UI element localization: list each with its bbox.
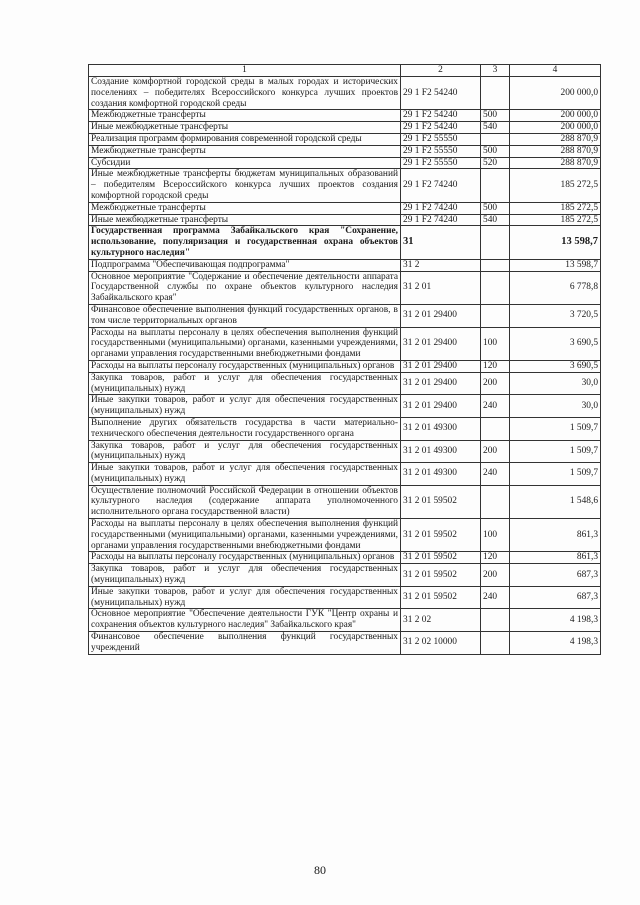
row-expense-type-cell (481, 169, 510, 202)
budget-table (88, 64, 601, 655)
row-name-cell: Основное мероприятие "Обеспечение деятельности ГУК "Центр охраны и сохранения объектов культурного наследия" Забайкальского края" (89, 609, 401, 632)
table-row (89, 110, 601, 122)
table-row (89, 564, 601, 587)
row-code-cell: 31 2 02 10000 (401, 632, 481, 655)
row-code-cell: 31 2 01 49300 (401, 440, 481, 463)
row-amount-cell: 288 870,9 (510, 157, 601, 169)
table-header-row (89, 65, 601, 77)
row-amount-cell: 1 509,7 (510, 440, 601, 463)
row-code-cell: 31 2 01 59502 (401, 564, 481, 587)
row-amount-cell: 687,3 (510, 586, 601, 609)
row-expense-type-cell: 100 (481, 327, 510, 360)
row-expense-type-cell (481, 417, 510, 440)
row-amount-cell: 30,0 (510, 372, 601, 395)
row-name-cell: Иные закупки товаров, работ и услуг для обеспечения государственных (муниципальных) нужд (89, 463, 401, 486)
row-name-cell: Государственная программа Забайкальского края "Сохранение, использование, популяризация и государственная охрана объектов культурного наследия" (89, 226, 401, 259)
row-name-cell: Иные закупки товаров, работ и услуг для обеспечения государственных (муниципальных) нужд (89, 586, 401, 609)
row-amount-cell: 185 272,5 (510, 214, 601, 226)
row-code-cell: 31 2 (401, 259, 481, 271)
row-amount-cell: 4 198,3 (510, 609, 601, 632)
row-code-cell: 31 2 01 29400 (401, 395, 481, 418)
table-row (89, 169, 601, 202)
row-amount-cell: 13 598,7 (510, 226, 601, 259)
row-amount-cell: 30,0 (510, 395, 601, 418)
row-expense-type-cell: 200 (481, 372, 510, 395)
row-code-cell: 31 2 01 59502 (401, 485, 481, 518)
table-row (89, 586, 601, 609)
table-row (89, 632, 601, 655)
row-name-cell: Иные межбюджетные трансферты бюджетам муниципальных образований – победителям Всероссийского конкурса лучших проектов создания комфортной городской среды (89, 169, 401, 202)
row-code-cell: 29 1 F2 54240 (401, 77, 481, 110)
row-name-cell: Закупка товаров, работ и услуг для обеспечения государственных (муниципальных) нужд (89, 564, 401, 587)
row-code-cell: 29 1 F2 74240 (401, 202, 481, 214)
row-name-cell: Межбюджетные трансферты (89, 110, 401, 122)
row-expense-type-cell: 240 (481, 586, 510, 609)
row-expense-type-cell: 240 (481, 395, 510, 418)
row-code-cell: 29 1 F2 55550 (401, 133, 481, 145)
table-row (89, 519, 601, 552)
row-code-cell: 31 2 01 49300 (401, 417, 481, 440)
row-code-cell: 31 2 01 (401, 271, 481, 304)
row-name-cell: Расходы на выплаты персоналу государственных (муниципальных) органов (89, 360, 401, 372)
table-row (89, 226, 601, 259)
table-row (89, 360, 601, 372)
row-expense-type-cell: 540 (481, 214, 510, 226)
row-name-cell: Расходы на выплаты персоналу государственных (муниципальных) органов (89, 552, 401, 564)
row-name-cell: Иные межбюджетные трансферты (89, 122, 401, 134)
table-row (89, 485, 601, 518)
table-row (89, 372, 601, 395)
row-code-cell: 31 2 01 29400 (401, 304, 481, 327)
row-code-cell: 29 1 F2 55550 (401, 145, 481, 157)
row-expense-type-cell (481, 632, 510, 655)
table-row (89, 552, 601, 564)
page-number: 80 (314, 863, 326, 877)
table-row (89, 417, 601, 440)
table-row (89, 395, 601, 418)
row-code-cell: 31 2 01 59502 (401, 586, 481, 609)
table-row (89, 304, 601, 327)
row-code-cell: 31 2 02 (401, 609, 481, 632)
header-col-4: 4 (510, 65, 601, 77)
row-code-cell: 29 1 F2 74240 (401, 214, 481, 226)
row-name-cell: Подпрограмма "Обеспечивающая подпрограмма" (89, 259, 401, 271)
row-expense-type-cell (481, 304, 510, 327)
table-row (89, 463, 601, 486)
row-expense-type-cell: 120 (481, 552, 510, 564)
table-row (89, 271, 601, 304)
row-code-cell: 29 1 F2 74240 (401, 169, 481, 202)
row-name-cell: Иные межбюджетные трансферты (89, 214, 401, 226)
row-name-cell: Закупка товаров, работ и услуг для обеспечения государственных (муниципальных) нужд (89, 440, 401, 463)
row-name-cell: Расходы на выплаты персоналу в целях обеспечения выполнения функций государственными (муниципальными) органами, казенными учреждениями, органами управления государственными внебюджетными фондами (89, 519, 401, 552)
row-name-cell: Расходы на выплаты персоналу в целях обеспечения выполнения функций государственными (муниципальными) органами, казенными учреждениями, органами управления государственными внебюджетными фондами (89, 327, 401, 360)
table-row (89, 77, 601, 110)
row-code-cell: 31 2 01 29400 (401, 360, 481, 372)
row-expense-type-cell: 200 (481, 564, 510, 587)
row-code-cell: 29 1 F2 55550 (401, 157, 481, 169)
table-row (89, 133, 601, 145)
row-amount-cell: 1 509,7 (510, 417, 601, 440)
row-expense-type-cell (481, 271, 510, 304)
row-name-cell: Субсидии (89, 157, 401, 169)
table-row (89, 440, 601, 463)
row-code-cell: 29 1 F2 54240 (401, 122, 481, 134)
row-expense-type-cell: 500 (481, 110, 510, 122)
row-expense-type-cell: 240 (481, 463, 510, 486)
row-name-cell: Осуществление полномочий Российской Федерации в отношении объектов культурного наследия (содержание аппарата уполномоченного исполнительного органа государственной власти) (89, 485, 401, 518)
row-expense-type-cell (481, 77, 510, 110)
table-row (89, 202, 601, 214)
row-amount-cell: 687,3 (510, 564, 601, 587)
row-name-cell: Межбюджетные трансферты (89, 145, 401, 157)
row-name-cell: Финансовое обеспечение выполнения функций государственных органов, в том числе территориальных органов (89, 304, 401, 327)
row-expense-type-cell (481, 485, 510, 518)
row-expense-type-cell: 500 (481, 202, 510, 214)
row-code-cell: 31 2 01 49300 (401, 463, 481, 486)
row-name-cell: Иные закупки товаров, работ и услуг для обеспечения государственных (муниципальных) нужд (89, 395, 401, 418)
row-amount-cell: 185 272,5 (510, 202, 601, 214)
row-expense-type-cell: 120 (481, 360, 510, 372)
row-code-cell: 29 1 F2 54240 (401, 110, 481, 122)
table-row (89, 259, 601, 271)
row-expense-type-cell (481, 226, 510, 259)
row-code-cell: 31 2 01 29400 (401, 372, 481, 395)
row-amount-cell: 6 778,8 (510, 271, 601, 304)
table-row (89, 327, 601, 360)
row-amount-cell: 200 000,0 (510, 110, 601, 122)
row-code-cell: 31 2 01 59502 (401, 552, 481, 564)
header-col-2: 2 (401, 65, 481, 77)
table-row (89, 145, 601, 157)
header-col-3: 3 (481, 65, 510, 77)
row-name-cell: Реализация программ формирования современной городской среды (89, 133, 401, 145)
header-col-1: 1 (89, 65, 401, 77)
row-amount-cell: 288 870,9 (510, 145, 601, 157)
row-expense-type-cell: 540 (481, 122, 510, 134)
table-body (89, 77, 601, 655)
row-expense-type-cell: 500 (481, 145, 510, 157)
row-name-cell: Закупка товаров, работ и услуг для обеспечения государственных (муниципальных) нужд (89, 372, 401, 395)
row-name-cell: Межбюджетные трансферты (89, 202, 401, 214)
row-amount-cell: 185 272,5 (510, 169, 601, 202)
row-amount-cell: 13 598,7 (510, 259, 601, 271)
row-expense-type-cell (481, 133, 510, 145)
row-amount-cell: 200 000,0 (510, 77, 601, 110)
row-name-cell: Выполнение других обязательств государства в части материально-технического обеспечения деятельности государственного органа (89, 417, 401, 440)
row-amount-cell: 1 509,7 (510, 463, 601, 486)
table-row (89, 122, 601, 134)
table-row (89, 157, 601, 169)
row-amount-cell: 3 690,5 (510, 327, 601, 360)
row-expense-type-cell (481, 609, 510, 632)
row-amount-cell: 200 000,0 (510, 122, 601, 134)
table-row (89, 214, 601, 226)
row-expense-type-cell: 100 (481, 519, 510, 552)
row-amount-cell: 3 690,5 (510, 360, 601, 372)
row-name-cell: Основное мероприятие "Содержание и обеспечение деятельности аппарата Государственной службы по охране объектов культурного наследия Забайкальского края" (89, 271, 401, 304)
row-expense-type-cell (481, 259, 510, 271)
row-name-cell: Создание комфортной городской среды в малых городах и исторических поселениях – победителях Всероссийского конкурса лучших проектов создания комфортной городской среды (89, 77, 401, 110)
row-amount-cell: 861,3 (510, 519, 601, 552)
row-amount-cell: 288 870,9 (510, 133, 601, 145)
row-code-cell: 31 2 01 29400 (401, 327, 481, 360)
row-amount-cell: 3 720,5 (510, 304, 601, 327)
row-code-cell: 31 (401, 226, 481, 259)
row-amount-cell: 1 548,6 (510, 485, 601, 518)
table-row (89, 609, 601, 632)
row-amount-cell: 4 198,3 (510, 632, 601, 655)
row-expense-type-cell: 520 (481, 157, 510, 169)
row-expense-type-cell: 200 (481, 440, 510, 463)
row-name-cell: Финансовое обеспечение выполнения функций государственных учреждений (89, 632, 401, 655)
row-code-cell: 31 2 01 59502 (401, 519, 481, 552)
row-amount-cell: 861,3 (510, 552, 601, 564)
